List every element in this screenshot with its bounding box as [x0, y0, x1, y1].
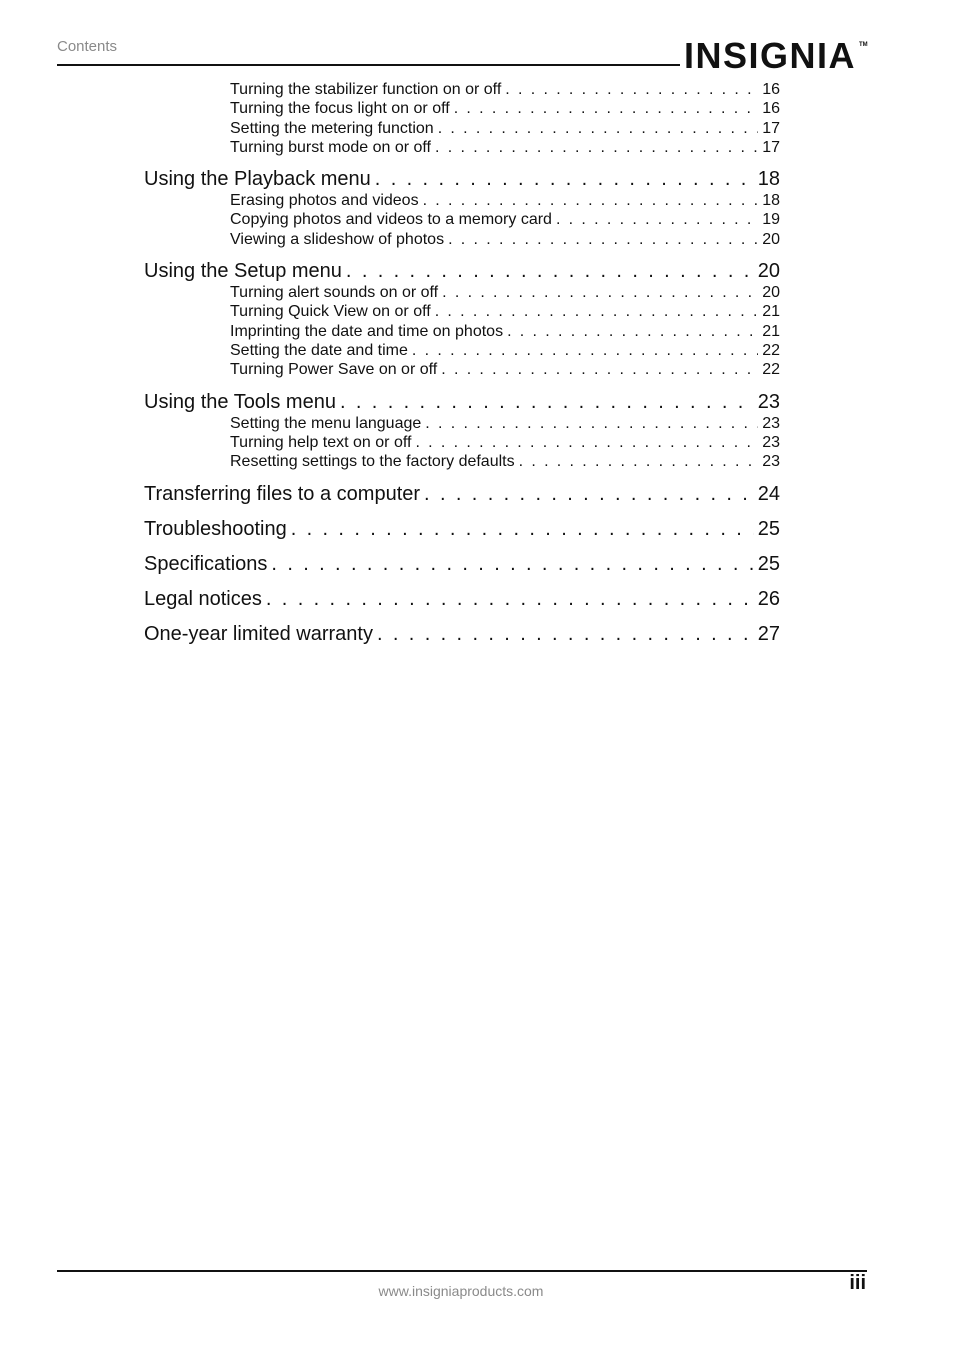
- toc-entry-transferring-files[interactable]: [144, 482, 780, 506]
- toc-subentry[interactable]: [230, 99, 780, 118]
- toc-subentry-page: 23: [762, 433, 780, 451]
- toc-subentry-title: Turning Quick View on or off: [230, 303, 431, 321]
- toc-leader-dots: [438, 119, 759, 138]
- toc-leader-dots: [519, 452, 759, 471]
- toc-intro-group: [144, 80, 780, 157]
- toc-entry-legal-notices[interactable]: [144, 587, 780, 611]
- toc-leader-dots: [423, 191, 759, 210]
- logo-trademark: TM: [859, 42, 868, 48]
- toc-section-entry[interactable]: [144, 259, 780, 283]
- toc-subentry[interactable]: [230, 191, 780, 210]
- toc-subentry[interactable]: [230, 80, 780, 99]
- toc-subentry[interactable]: [230, 322, 780, 341]
- toc-entry-troubleshooting[interactable]: [144, 517, 780, 541]
- toc-section-playback: [144, 167, 780, 249]
- toc-subentry-title: Resetting settings to the factory defaults: [230, 453, 515, 471]
- toc-section-title: Transferring files to a computer: [144, 483, 421, 506]
- toc-subentry-title: Copying photos and videos to a memory card: [230, 211, 552, 229]
- table-of-contents: [144, 80, 780, 646]
- toc-leader-dots: [346, 259, 754, 283]
- toc-leader-dots: [441, 360, 758, 379]
- header-section-label: Contents: [57, 38, 118, 55]
- toc-subentry-title: Viewing a slideshow of photos: [230, 230, 445, 248]
- toc-subentry[interactable]: [230, 341, 780, 360]
- toc-subentry-page: 17: [762, 119, 780, 137]
- toc-leader-dots: [415, 433, 758, 452]
- toc-leader-dots: [507, 322, 758, 341]
- toc-subentry-page: 16: [762, 81, 780, 98]
- toc-section-title: Using the Tools menu: [144, 390, 336, 413]
- toc-section-page: 20: [757, 260, 780, 283]
- toc-subentry[interactable]: [230, 210, 780, 229]
- toc-subentry-title: Setting the date and time: [230, 341, 408, 359]
- toc-subentry[interactable]: [230, 433, 780, 452]
- toc-section-page: 25: [757, 553, 780, 576]
- insignia-logo: [684, 30, 869, 80]
- toc-section-title: Specifications: [144, 553, 268, 576]
- toc-subentry-page: 23: [762, 414, 780, 432]
- toc-subentry-page: 18: [762, 192, 780, 210]
- toc-section-title: One-year limited warranty: [144, 623, 373, 646]
- toc-subentry-page: 20: [762, 284, 780, 302]
- footer-rule: [57, 1270, 867, 1272]
- toc-subentry-title: Turning help text on or off: [230, 433, 412, 451]
- toc-leader-dots: [435, 138, 758, 157]
- toc-subentry-title: Turning burst mode on or off: [230, 138, 431, 156]
- toc-subentry-page: 19: [762, 211, 780, 229]
- toc-subentry-page: 23: [762, 453, 780, 471]
- toc-section-page: 23: [757, 390, 780, 413]
- toc-leader-dots: [271, 552, 753, 576]
- footer-url[interactable]: www.insigniaproducts.com: [378, 1283, 544, 1299]
- toc-section-entry[interactable]: [144, 390, 780, 414]
- toc-section-page: 25: [757, 518, 780, 541]
- toc-section-tools: [144, 390, 780, 472]
- toc-subentry-page: 16: [762, 100, 780, 118]
- toc-section-title: Legal notices: [144, 588, 262, 611]
- toc-subentry[interactable]: [230, 414, 780, 433]
- toc-leader-dots: [424, 482, 754, 506]
- toc-subentry-title: Imprinting the date and time on photos: [230, 322, 504, 340]
- toc-subentry-title: Turning the stabilizer function on or off: [230, 81, 502, 98]
- toc-leader-dots: [291, 517, 754, 541]
- header-rule: [57, 64, 680, 66]
- toc-leader-dots: [266, 587, 754, 611]
- logo-wordmark: INSIGNIA: [684, 35, 857, 76]
- toc-subentry-page: 20: [762, 230, 780, 248]
- toc-section-page: 27: [757, 623, 780, 646]
- toc-subentry-title: Setting the menu language: [230, 414, 422, 432]
- toc-entry-specifications[interactable]: [144, 552, 780, 576]
- toc-section-page: 18: [757, 168, 780, 191]
- toc-section-page: 24: [757, 483, 780, 506]
- toc-subentry-page: 22: [762, 341, 780, 359]
- toc-subentry-page: 22: [762, 361, 780, 379]
- toc-leader-dots: [340, 390, 754, 414]
- page-number: iii: [849, 1272, 866, 1294]
- toc-subentry[interactable]: [230, 230, 780, 249]
- toc-leader-dots: [556, 210, 758, 229]
- toc-subentry[interactable]: [230, 283, 780, 302]
- toc-leader-dots: [505, 80, 758, 99]
- toc-leader-dots: [435, 302, 759, 321]
- toc-subentry[interactable]: [230, 138, 780, 157]
- toc-subentry-title: Turning Power Save on or off: [230, 361, 438, 379]
- toc-section-page: 26: [757, 588, 780, 611]
- toc-section-title: Using the Setup menu: [144, 260, 342, 283]
- toc-subentry-page: 17: [762, 138, 780, 156]
- toc-subentry-page: 21: [762, 322, 780, 340]
- toc-section-setup: [144, 259, 780, 379]
- toc-subentry-title: Setting the metering function: [230, 119, 434, 137]
- toc-section-entry[interactable]: [144, 167, 780, 191]
- toc-section-title: Troubleshooting: [144, 518, 287, 541]
- toc-subentry[interactable]: [230, 452, 780, 471]
- toc-leader-dots: [377, 622, 754, 646]
- toc-leader-dots: [375, 167, 754, 191]
- toc-subentry[interactable]: [230, 302, 780, 321]
- toc-subentry[interactable]: [230, 119, 780, 138]
- toc-subentry-title: Turning the focus light on or off: [230, 100, 450, 118]
- toc-subentry-title: Turning alert sounds on or off: [230, 284, 439, 302]
- toc-entry-warranty[interactable]: [144, 622, 780, 646]
- toc-subentry-page: 21: [762, 303, 780, 321]
- toc-leader-dots: [448, 230, 758, 249]
- toc-leader-dots: [442, 283, 758, 302]
- toc-section-title: Using the Playback menu: [144, 168, 371, 191]
- toc-subentry[interactable]: [230, 360, 780, 379]
- toc-leader-dots: [412, 341, 758, 360]
- toc-subentry-title: Erasing photos and videos: [230, 192, 419, 210]
- toc-leader-dots: [425, 414, 758, 433]
- toc-leader-dots: [454, 99, 759, 118]
